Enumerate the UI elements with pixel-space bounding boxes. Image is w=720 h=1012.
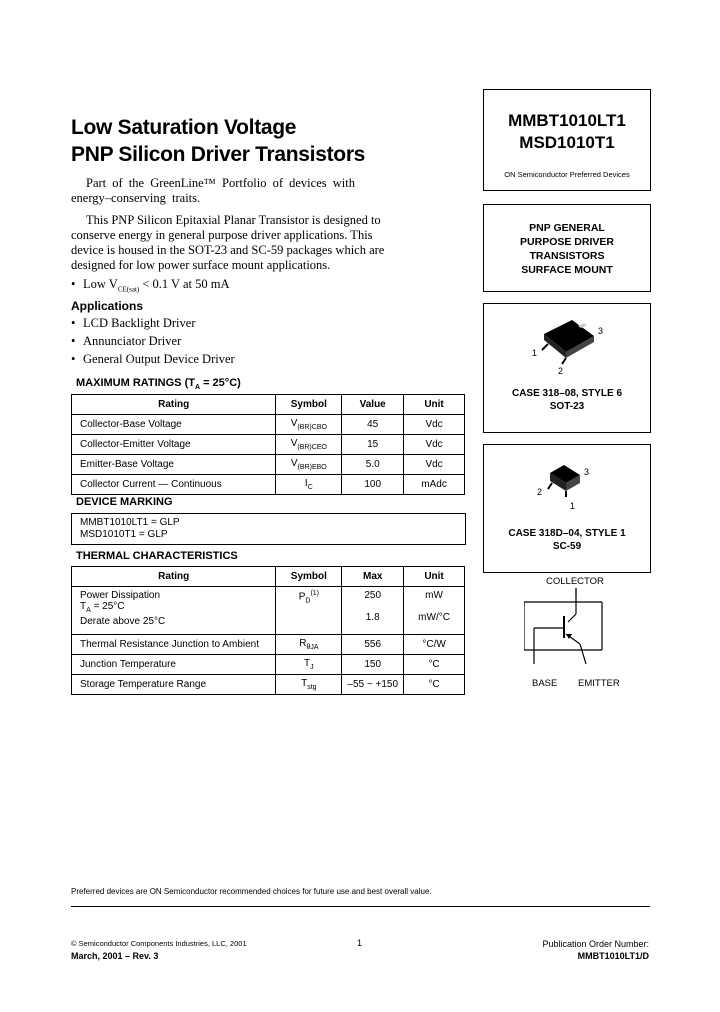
base-label: BASE xyxy=(532,678,558,689)
case-sot23-box xyxy=(483,303,651,433)
pin-label: 1 xyxy=(570,501,576,511)
pin-label: 1 xyxy=(532,348,538,358)
table-header-row: Rating Symbol Value Unit xyxy=(72,395,465,415)
copyright-text: © Semiconductor Components Industries, LLC, 2001 xyxy=(71,939,247,948)
pin-label: 3 xyxy=(584,467,590,477)
collector-label: COLLECTOR xyxy=(546,576,604,587)
thermal-table xyxy=(71,566,465,695)
publication-label: Publication Order Number: xyxy=(542,939,649,949)
feature-bullet: • Low $V_{CE(sat)} < 0.1$ V at 50 mA xyxy=(71,277,230,294)
list-item: • LCD Backlight Driver xyxy=(71,316,196,330)
table-row: Collector-Emitter Voltage $V_{(BR)CEO}$ 15 Vdc xyxy=(72,435,465,455)
list-item: • General Output Device Driver xyxy=(71,352,235,366)
part-number-secondary: MSD1010T1 xyxy=(519,133,615,152)
emitter-label: EMITTER xyxy=(578,678,620,689)
pin-label: 2 xyxy=(537,487,543,497)
preferred-note: Preferred devices are ON Semiconductor recommended choices for future use and best overall value. xyxy=(71,887,432,896)
sot23-package-image xyxy=(524,312,614,377)
table-row: Junction Temperature $T_J$ 150 °C xyxy=(72,655,465,675)
case-label: CASE 318D–04, STYLE 1 xyxy=(508,528,626,539)
table-row: Collector Current — Continuous $I_C$ 100 mAdc xyxy=(72,475,465,495)
sc59-package-image xyxy=(536,459,606,519)
part-number-primary: MMBT1010LT1 xyxy=(508,111,626,130)
pin-label: 2 xyxy=(558,366,564,376)
preferred-devices-note: ON Semiconductor Preferred Devices xyxy=(504,170,630,179)
pnp-transistor-symbol xyxy=(524,588,620,680)
device-description-box: PNP GENERAL PURPOSE DRIVER TRANSISTORS SURFACE MOUNT xyxy=(483,204,651,292)
max-ratings-heading: MAXIMUM RATINGS $(T_A = 25^\circ C)$ xyxy=(76,377,241,392)
pin-label: 3 xyxy=(598,326,604,336)
table-row: Thermal Resistance Junction to Ambient $R_{\theta JA}$ 556 °C/W xyxy=(72,635,465,655)
table-row: Storage Temperature Range $T_{stg}$ –55 ~ +150 °C xyxy=(72,675,465,695)
package-label: SC-59 xyxy=(552,541,582,552)
publication-number: MMBT1010LT1/D xyxy=(577,951,649,961)
table-row: Collector-Base Voltage $V_{(BR)CBO}$ 45 Vdc xyxy=(72,415,465,435)
table-header-row: Rating Symbol Max Unit xyxy=(72,567,465,587)
thermal-heading: THERMAL CHARACTERISTICS xyxy=(76,550,238,562)
part-number-box xyxy=(483,89,651,191)
footer-divider xyxy=(71,906,650,907)
table-row: Power Dissipation $T_A = 25^\circ C$ Derate above 25°C $P_D^{(1)}$ 250 1.8 mW mW/°C xyxy=(72,587,465,635)
case-sc59-box xyxy=(483,444,651,573)
case-label: CASE 318–08, STYLE 6 xyxy=(511,388,623,399)
greenline-text: Part of the GreenLine™ Portfolio of devices with energy–conserving traits. xyxy=(71,176,355,205)
page-title: Low Saturation Voltage PNP Silicon Driver Transistors xyxy=(71,116,366,166)
page-number: 1 xyxy=(357,938,363,948)
device-marking-box: MMBT1010LT1 = GLP MSD1010T1 = GLP xyxy=(71,513,466,545)
table-row: Emitter-Base Voltage $V_{(BR)EBO}$ 5.0 Vdc xyxy=(72,455,465,475)
description-text: This PNP Silicon Epitaxial Planar Transistor is designed to conserve energy in general purpose driver applications. This device is housed in the SOT-23 and SC-59 packages which are designed for low power surface mount applications. xyxy=(71,213,385,272)
list-item: • Annunciator Driver xyxy=(71,334,182,348)
revision-date: March, 2001 – Rev. 3 xyxy=(71,951,159,961)
max-ratings-table xyxy=(71,394,465,495)
package-label: SOT-23 xyxy=(549,401,585,412)
device-marking-heading: DEVICE MARKING xyxy=(76,496,173,508)
applications-heading: Applications xyxy=(71,299,144,313)
